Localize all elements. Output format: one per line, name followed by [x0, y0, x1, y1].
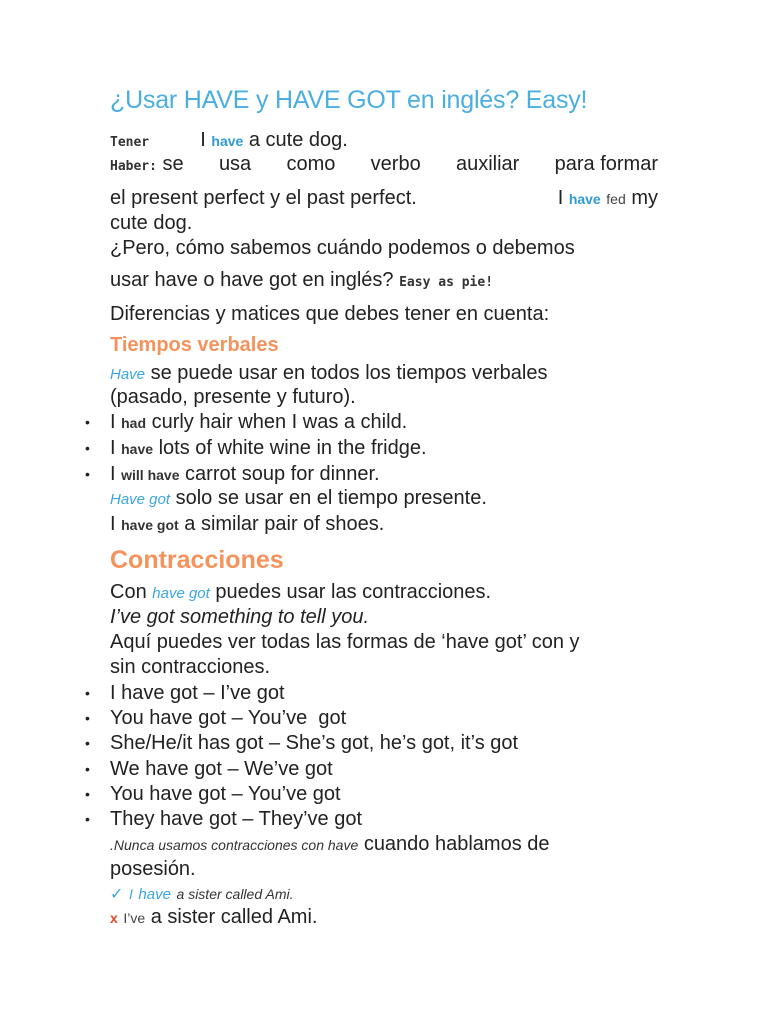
example-rest: a sister called Ami. — [150, 906, 318, 928]
list-item — [85, 436, 427, 461]
example-i: I — [110, 411, 116, 433]
example-rest: a similar pair of shoes. — [184, 513, 385, 535]
example-i: I — [110, 513, 116, 535]
form-text: She/He/it has got – She’s got, he’s got, it’s got — [110, 732, 519, 754]
form-text: They have got – They’ve got — [110, 808, 363, 830]
form-text: You have got – You’ve got — [110, 783, 341, 805]
have-usage-line — [110, 361, 548, 387]
haber-word: como — [286, 153, 336, 175]
example-verb: will have — [121, 467, 180, 483]
list-item — [85, 462, 380, 487]
have-got-label: have got — [152, 585, 210, 602]
haber-line — [110, 152, 658, 179]
list-item — [85, 410, 408, 435]
haber-label: Haber: — [110, 159, 157, 174]
have-got-example-line — [110, 512, 384, 537]
haber-word: auxiliar — [455, 153, 520, 175]
tiempos-heading: Tiempos verbales — [110, 334, 279, 356]
nunca-rest: cuando hablamos de — [363, 833, 550, 855]
list-item — [85, 757, 333, 781]
example-ive: I’ve — [123, 910, 146, 926]
example-verb: have got — [121, 517, 179, 533]
bullet-icon: • — [85, 710, 90, 726]
haber-word: se — [162, 153, 184, 175]
example-rest: a sister called Ami. — [176, 886, 294, 902]
have-got-usage-text: solo se usar en el tiempo presente. — [175, 487, 487, 509]
have-got-usage-line — [110, 486, 487, 512]
example-fed: fed — [606, 191, 626, 207]
example-rest: lots of white wine in the fridge. — [158, 437, 427, 459]
check-icon: ✓ — [110, 886, 124, 903]
posesion-line: posesión. — [110, 858, 196, 880]
example-have: have — [568, 191, 601, 207]
example-verb: have — [121, 441, 154, 457]
contracciones-heading: Contracciones — [110, 546, 284, 574]
present-perfect-line — [110, 186, 658, 211]
cute-dog-line: cute dog. — [110, 212, 193, 234]
nunca-line — [110, 832, 550, 857]
haber-word: para formar — [554, 153, 658, 175]
haber-word: usa — [218, 153, 252, 175]
aqui-line-2: sin contracciones. — [110, 656, 271, 678]
tener-line — [110, 128, 348, 155]
example-i: I — [128, 886, 133, 902]
bullet-icon: • — [85, 761, 90, 777]
page-title: ¿Usar HAVE y HAVE GOT en inglés? Easy! — [110, 86, 588, 114]
example-verb: had — [121, 415, 147, 431]
bullet-icon: • — [85, 466, 90, 482]
con-line — [110, 580, 491, 606]
list-item — [85, 731, 519, 755]
have-usage-text: se puede usar en todos los tiempos verbales — [150, 362, 548, 384]
have-got-label: Have got — [110, 491, 171, 508]
have-label: Have — [110, 366, 146, 383]
bullet-icon: • — [85, 414, 90, 430]
usar-line — [110, 268, 493, 295]
have-usage-line-2: (pasado, presente y futuro). — [110, 386, 356, 408]
con-text: Con — [110, 581, 147, 603]
con-rest: puedes usar las contracciones. — [215, 581, 492, 603]
example-i: I — [110, 437, 116, 459]
example-i: I — [110, 463, 116, 485]
diferencias-line: Diferencias y matices que debes tener en cuenta: — [110, 303, 550, 325]
present-perfect-text: el present perfect y el past perfect. — [110, 187, 417, 209]
wrong-example-line — [110, 905, 317, 930]
bullet-icon: • — [85, 786, 90, 802]
list-item — [85, 706, 347, 730]
form-text: You have got – You’ve got — [110, 707, 347, 729]
example-rest: carrot soup for dinner. — [185, 463, 380, 485]
italic-example-line: I’ve got something to tell you. — [110, 606, 370, 628]
form-text: We have got – We’ve got — [110, 758, 333, 780]
list-item — [85, 681, 285, 705]
usar-text: usar have o have got en inglés? — [110, 269, 394, 291]
correct-example-line — [110, 881, 293, 907]
list-item — [85, 782, 341, 806]
tener-i: I — [200, 129, 206, 151]
nunca-note: .Nunca usamos contracciones con have — [110, 837, 359, 853]
haber-word: verbo — [370, 153, 421, 175]
bullet-icon: • — [85, 440, 90, 456]
tener-rest: a cute dog. — [248, 129, 348, 151]
bullet-icon: • — [85, 811, 90, 827]
bullet-icon: • — [85, 735, 90, 751]
aqui-line: Aquí puedes ver todas las formas de ‘have got’ con y — [110, 631, 580, 653]
form-text: I have got – I’ve got — [110, 682, 285, 704]
tener-label: Tener — [110, 135, 150, 150]
example-rest: curly hair when I was a child. — [151, 411, 408, 433]
tener-have: have — [211, 133, 244, 149]
example-have: have — [138, 886, 171, 903]
easy-as-pie: Easy as pie! — [399, 275, 494, 290]
question-line: ¿Pero, cómo sabemos cuándo podemos o debemos — [110, 237, 575, 259]
example-my: my — [631, 187, 658, 209]
bullet-icon: • — [85, 685, 90, 701]
list-item — [85, 807, 363, 831]
example-i: I — [557, 187, 564, 209]
cross-icon: x — [110, 910, 118, 926]
